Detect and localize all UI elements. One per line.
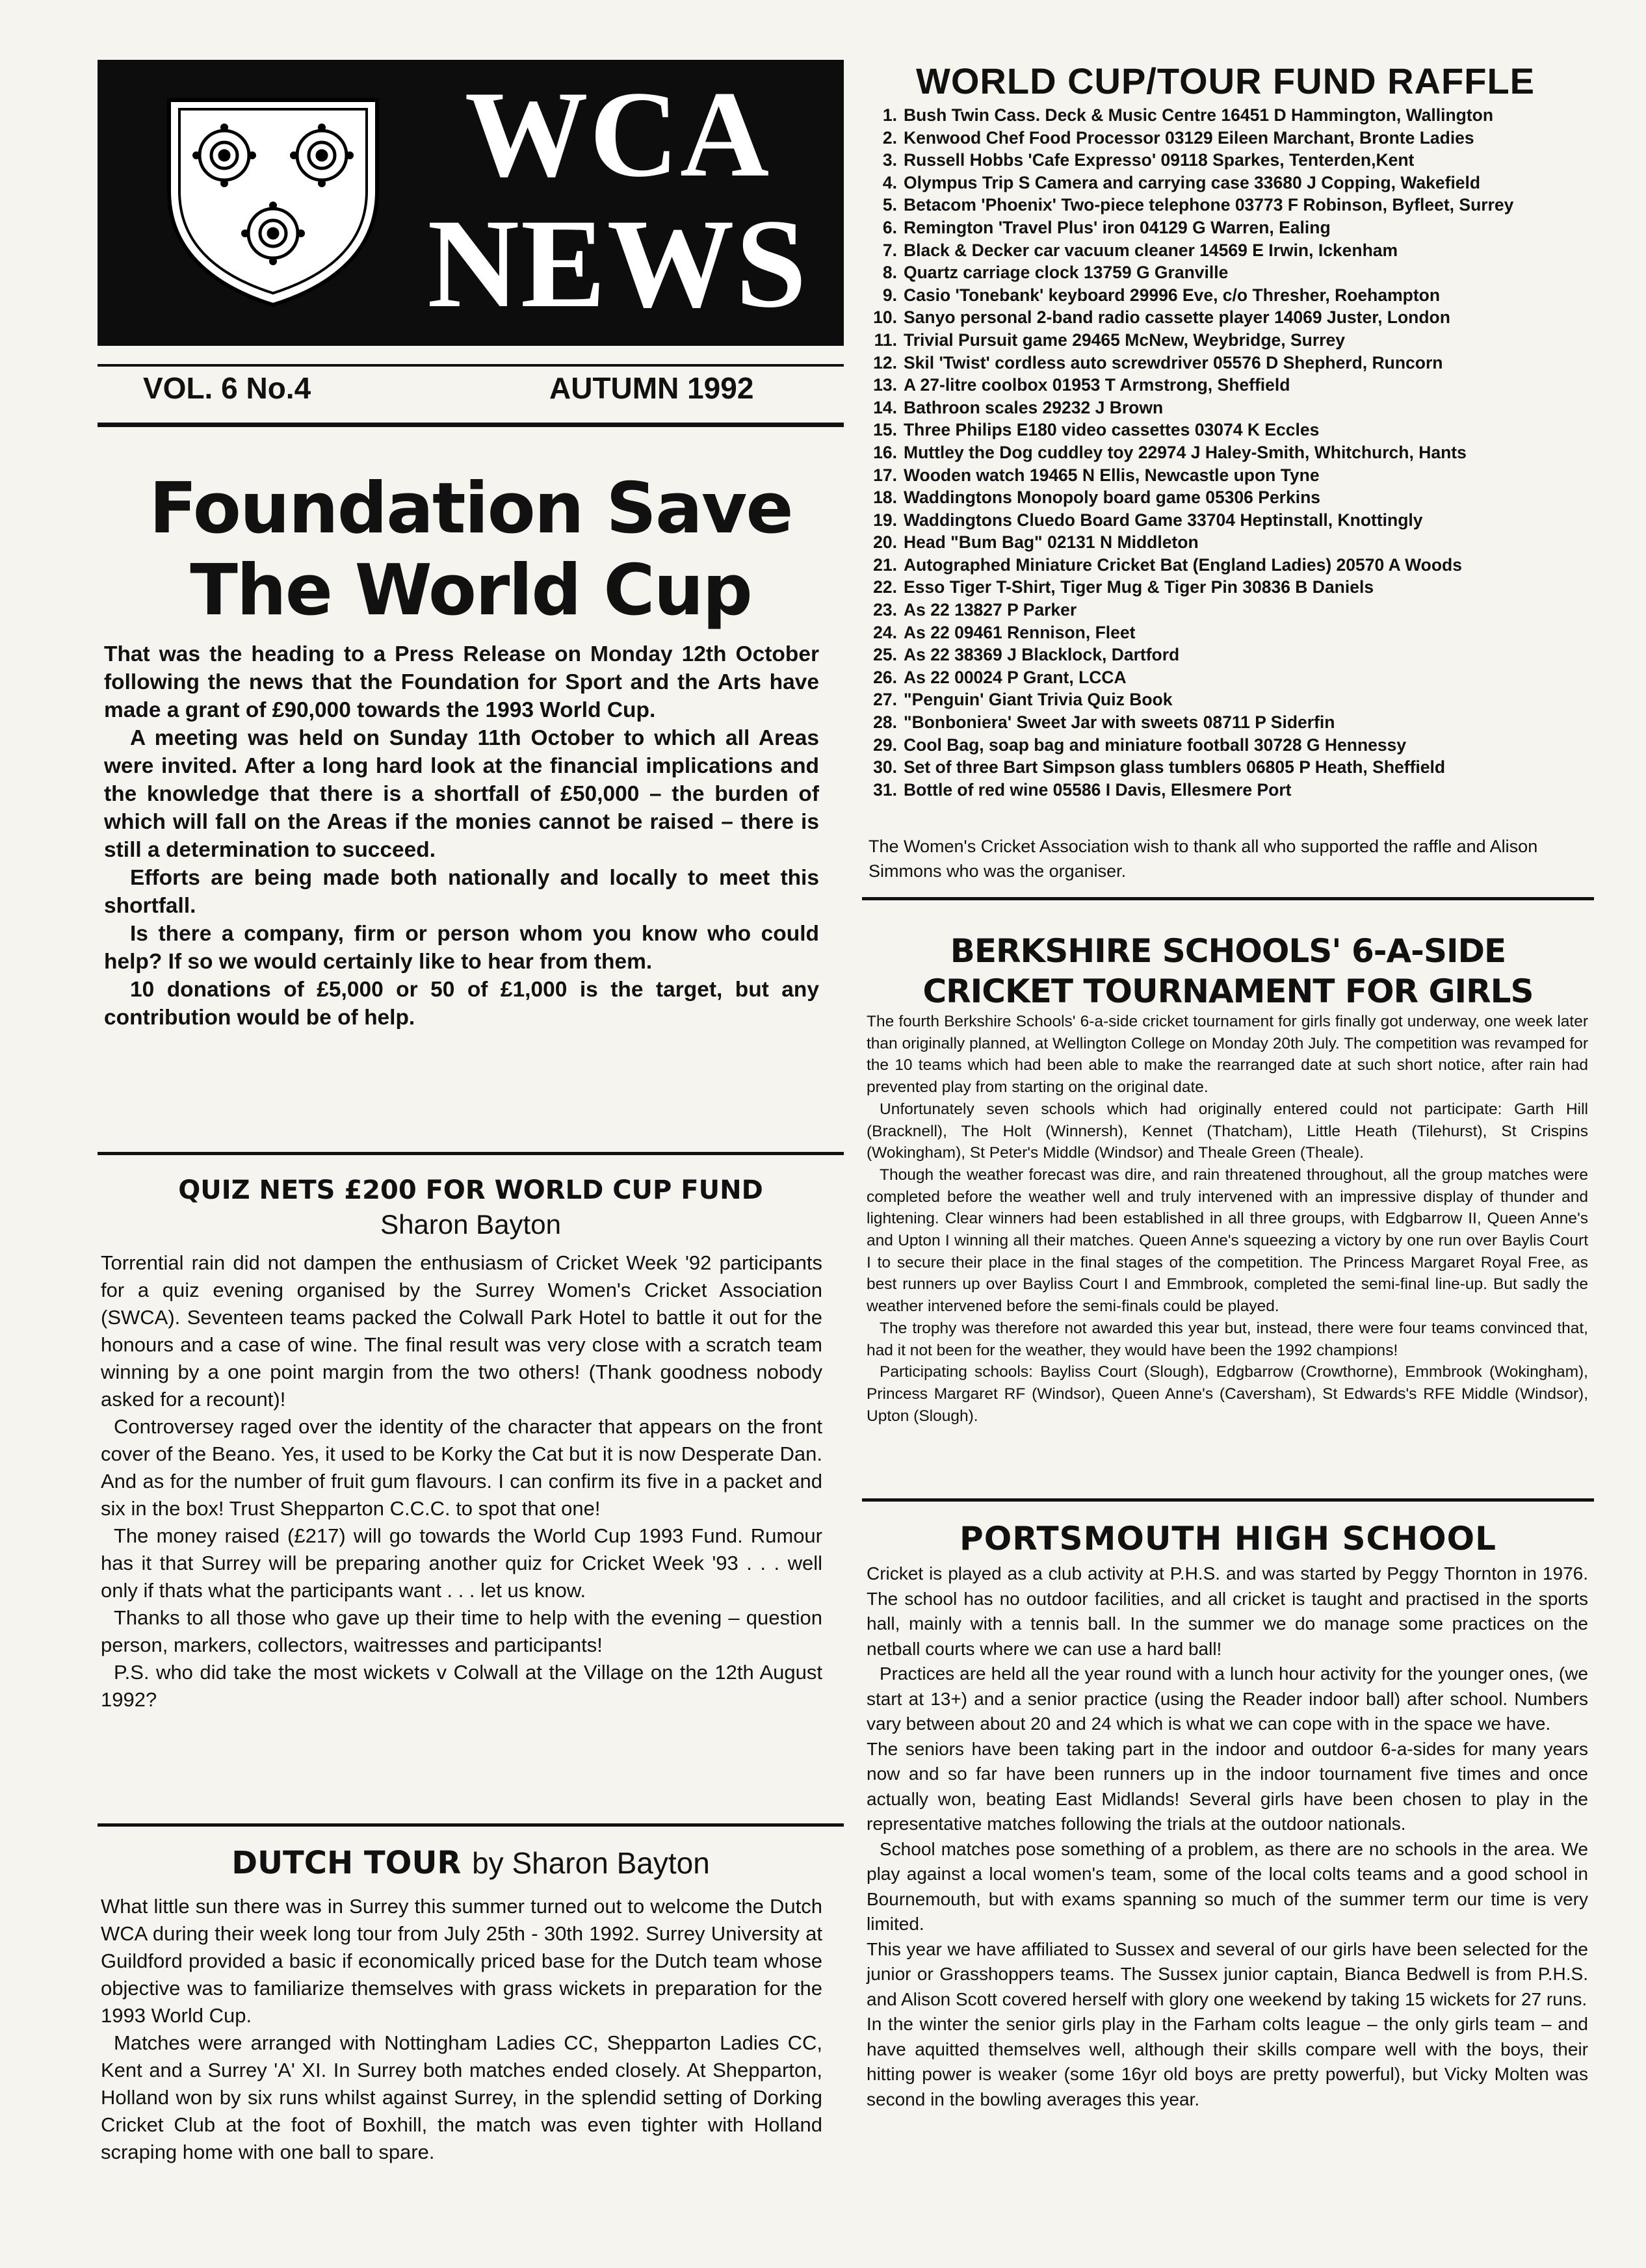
berkshire-paragraph: Unfortunately seven schools which had originally entered could not participate: Garth Hill (Bracknell), The Holt (Winnersh), Kennet (Thatcham), Little Heath (Tilehurst), St Crispins (Wokingham), St Peter's Middle (Windsor) and Theale Green (Theale). bbox=[867, 1100, 1588, 1162]
raffle-item: 1. Bush Twin Cass. Deck & Music Centre 16451 D Hammington, Wallington bbox=[882, 105, 1494, 125]
raffle-item: 28. "Bonboniera' Sweet Jar with sweets 08711 P Siderfin bbox=[873, 712, 1335, 733]
berkshire-title bbox=[862, 931, 1594, 1011]
portsmouth-paragraph: In the winter the senior girls play in the Farham colts league – the only girls team – and have aquitted themselves well, although their skills compare well with the boys, their hitting power is weaker (some 16yr old boys are pretty powerful), but Vicky Molten was second in the bowling averages this year. bbox=[867, 2014, 1588, 2109]
raffle-item: 14. Bathroon scales 29232 J Brown bbox=[873, 397, 1164, 417]
portsmouth-article-body bbox=[867, 1561, 1588, 2112]
raffle-item: 26. As 22 00024 P Grant, LCCA bbox=[873, 667, 1127, 687]
raffle-item: 4. Olympus Trip S Camera and carrying case 33680 J Copping, Wakefield bbox=[882, 172, 1481, 192]
berkshire-paragraph: Though the weather forecast was dire, and rain threatened throughout, all the group matches were completed before the weather well and truly intervened with an impressive display of thunder and lightening. Clear winners had been established in all three groups, with Edgbarrow II, Queen Anne's and Upton I winning all their matches. Queen Anne's squeezing a victory by one run over Baylis Court I to secure their place in the final stages of the competition. The Princess Margaret Royal Free, as best runners up over Bayliss Court I and Emmbrook, completed the semi-final line-up. But sadly the weather intervened before the semi-finals could be played. bbox=[867, 1166, 1588, 1316]
volume-number: VOL. 6 No.4 bbox=[143, 371, 311, 405]
lead-bottom-rule bbox=[98, 1152, 844, 1155]
raffle-item: 19. Waddingtons Cluedo Board Game 33704 Heptinstall, Knottingly bbox=[873, 510, 1423, 530]
berkshire-bottom-rule bbox=[862, 1498, 1594, 1502]
quiz-paragraph: Thanks to all those who gave up their time to help with the evening – question person, markers, collectors, waitresses and participants! bbox=[101, 1606, 822, 1656]
raffle-item: 7. Black & Decker car vacuum cleaner 14569 E Irwin, Ickenham bbox=[882, 240, 1398, 260]
portsmouth-paragraph: Practices are held all the year round with a lunch hour activity for the younger ones, (we start at 13+) and a senior practice (using the Reader indoor ball) after school. Numbers vary between about 20 and 24 which is what we can cope with in the space we have. bbox=[867, 1663, 1588, 1734]
lead-paragraph: Efforts are being made both nationally and locally to meet this shortfall. bbox=[104, 866, 819, 918]
raffle-item: 2. Kenwood Chef Food Processor 03129 Eileen Marchant, Bronte Ladies bbox=[882, 127, 1474, 148]
raffle-item: 30. Set of three Bart Simpson glass tumblers 06805 P Heath, Sheffield bbox=[873, 757, 1446, 777]
raffle-item: 8. Quartz carriage clock 13759 G Granville bbox=[882, 263, 1229, 283]
raffle-item: 22. Esso Tiger T-Shirt, Tiger Mug & Tiger Pin 30836 B Daniels bbox=[873, 577, 1374, 597]
raffle-thanks: The Women's Cricket Association wish to thank all who supported the raffle and Alison Simmons who was the organiser. bbox=[869, 837, 1538, 881]
raffle-item: 27. "Penguin' Giant Trivia Quiz Book bbox=[873, 690, 1173, 710]
raffle-item: 11. Trivial Pursuit game 29465 McNew, Weybridge, Surrey bbox=[874, 330, 1345, 350]
quiz-article-body bbox=[101, 1249, 822, 1714]
issue-row bbox=[98, 351, 844, 423]
berkshire-paragraph: Participating schools: Bayliss Court (Slough), Edgbarrow (Crowthorne), Emmbrook (Wokingham), Princess Margaret RF (Windsor), Queen Anne's (Caversham), St Edwards's RFE Middle (Windsor), Upton (Slough). bbox=[867, 1363, 1588, 1425]
lead-headline-line2: The World Cup bbox=[190, 550, 751, 631]
portsmouth-paragraph: Cricket is played as a club activity at P.H.S. and was started by Peggy Thornton in 1976. The school has no outdoor facilities, and all cricket is taught and practised in the sports hall, mainly with a tennis ball. In the summer we do manage some practices on the netball courts where we can use a hard ball! bbox=[867, 1563, 1588, 1659]
raffle-item: 29. Cool Bag, soap bag and miniature football 30728 G Hennessy bbox=[873, 735, 1407, 755]
raffle-bottom-rule bbox=[862, 897, 1594, 900]
raffle-item: 25. As 22 38369 J Blacklock, Dartford bbox=[873, 645, 1180, 665]
masthead-title bbox=[403, 66, 832, 334]
lead-paragraph: Is there a company, firm or person whom you know who could help? If so we would certainly like to hear from them. bbox=[104, 922, 819, 974]
portsmouth-paragraph: School matches pose something of a problem, as there are no schools in the area. We play against a local women's team, some of the local colts teams and a good school in Bournemouth, but with exams spanning so much of the summer term our time is very limited. bbox=[867, 1838, 1588, 1934]
dutch-title: DUTCH TOUR bbox=[231, 1845, 462, 1881]
berkshire-title-line2: CRICKET TOURNAMENT FOR GIRLS bbox=[922, 972, 1534, 1010]
dutch-title-row bbox=[98, 1845, 844, 1881]
raffle-item: 20. Head "Bum Bag" 02131 N Middleton bbox=[873, 532, 1199, 553]
quiz-title: QUIZ NETS £200 FOR WORLD CUP FUND bbox=[178, 1175, 763, 1205]
raffle-item: 12. Skil 'Twist' cordless auto screwdriver 05576 D Shepherd, Runcorn bbox=[873, 352, 1443, 372]
masthead-bottom-rule bbox=[98, 423, 844, 427]
raffle-item: 5. Betacom 'Phoenix' Two-piece telephone 03773 F Robinson, Byfleet, Surrey bbox=[882, 195, 1514, 215]
raffle-item: 21. Autographed Miniature Cricket Bat (England Ladies) 20570 A Woods bbox=[873, 554, 1462, 575]
raffle-item: 18. Waddingtons Monopoly board game 05306 Perkins bbox=[873, 488, 1321, 508]
lead-paragraph: 10 donations of £5,000 or 50 of £1,000 is the target, but any contribution would be of help. bbox=[104, 978, 819, 1030]
quiz-paragraph: P.S. who did take the most wickets v Colwall at the Village on the 12th August 1992? bbox=[101, 1661, 822, 1711]
lead-article-body bbox=[104, 640, 819, 1032]
raffle-item: 31. Bottle of red wine 05586 I Davis, Ellesmere Port bbox=[873, 779, 1292, 800]
lead-headline-line1: Foundation Save bbox=[149, 468, 792, 549]
quiz-paragraph: The money raised (£217) will go towards the World Cup 1993 Fund. Rumour has it that Surrey will be preparing another quiz for Cricket Week '93 . . . well only if thats what the participants want . . . let us know. bbox=[101, 1524, 822, 1602]
lead-paragraph: That was the heading to a Press Release on Monday 12th October following the news that the Foundation for Sport and the Arts have made a grant of £90,000 towards the 1993 World Cup. bbox=[104, 642, 819, 722]
masthead bbox=[98, 60, 844, 346]
quiz-bottom-rule bbox=[98, 1823, 844, 1827]
raffle-item: 16. Muttley the Dog cuddley toy 22974 J Haley-Smith, Whitchurch, Hants bbox=[873, 442, 1467, 462]
raffle-item: 15. Three Philips E180 video cassettes 03074 K Eccles bbox=[873, 420, 1320, 440]
raffle-title: WORLD CUP/TOUR FUND RAFFLE bbox=[916, 60, 1535, 101]
quiz-byline: Sharon Bayton bbox=[380, 1209, 561, 1240]
quiz-paragraph: Torrential rain did not dampen the enthusiasm of Cricket Week '92 participants for a quiz evening organised by the Surrey Women's Cricket Association (SWCA). Seventeen teams packed the Colwall Park Hotel to battle it out for the honours and a case of wine. The final result was very close with a scratch team winning by a one point margin from the two others! (Thank goodness nobody asked for a recount)! bbox=[101, 1251, 822, 1411]
raffle-list bbox=[865, 104, 1599, 801]
shield-roses-icon bbox=[163, 94, 384, 308]
berkshire-paragraph: The fourth Berkshire Schools' 6-a-side cricket tournament for girls finally got underway, one week later than originally planned, at Wellington College on Monday 20th July. The competition was revamped for the 10 teams which had been able to make the rearranged date at such short notice, after rain had prevented play from starting on the original date. bbox=[867, 1013, 1588, 1097]
quiz-paragraph: Controversey raged over the identity of the character that appears on the front cover of the Beano. Yes, it used to be Korky the Cat but it is now Desperate Dan. And as for the number of fruit gum flavours. I can confirm its five in a packet and six in the box! Trust Shepparton C.C.C. to spot that one! bbox=[101, 1415, 822, 1520]
dutch-paragraph: Matches were arranged with Nottingham Ladies CC, Shepparton Ladies CC, Kent and a Surrey 'A' XI. In Surrey both matches ended closely. At Shepparton, Holland won by six runs whilst against Surrey, in the splendid setting of Dorking Cricket Club at the foot of Boxhill, the match was even tighter with Holland scraping home with one ball to spare. bbox=[101, 2031, 822, 2163]
raffle-item: 24. As 22 09461 Rennison, Fleet bbox=[873, 622, 1136, 642]
masthead-title-line1: WCA bbox=[464, 66, 771, 203]
lead-paragraph: A meeting was held on Sunday 11th October to which all Areas were invited. After a long hard look at the financial implications and the knowledge that there is a shortfall of £50,000 – the burden of which will fall on the Areas if the monies cannot be raised – there is still a determination to succeed. bbox=[104, 726, 819, 862]
portsmouth-paragraph: The seniors have been taking part in the indoor and outdoor 6-a-sides for many years now and so far have been runners up in the indoor tournament five times and once actually won, beating East Midlands! Several girls have been chosen to play in the representative matches following the trials at the outdoor nationals. bbox=[867, 1738, 1588, 1834]
portsmouth-paragraph: This year we have affiliated to Sussex and several of our girls have been selected for the junior or Grasshoppers teams. The Sussex junior captain, Bianca Bedwell is from P.H.S. and Alison Scott covered herself with glory one weekend by taking 15 wickets for 27 runs. bbox=[867, 1938, 1588, 2009]
issue-season: AUTUMN 1992 bbox=[549, 371, 754, 405]
berkshire-title-line1: BERKSHIRE SCHOOLS' 6-A-SIDE bbox=[950, 932, 1506, 970]
dutch-paragraph: What little sun there was in Surrey this summer turned out to welcome the Dutch WCA during their week long tour from July 25th - 30th 1992. Surrey University at Guildford provided a basic if economically priced base for the Dutch team whose objective was to familiarize themselves with grass wickets in preparation for the 1993 World Cup. bbox=[101, 1895, 822, 2027]
berkshire-article-body bbox=[867, 1011, 1588, 1427]
raffle-item: 9. Casio 'Tonebank' keyboard 29996 Eve, c/o Thresher, Roehampton bbox=[882, 285, 1441, 305]
masthead-title-line2: NEWS bbox=[427, 193, 808, 334]
raffle-item: 17. Wooden watch 19465 N Ellis, Newcastle upon Tyne bbox=[873, 465, 1320, 485]
raffle-item: 13. A 27-litre coolbox 01953 T Armstrong, Sheffield bbox=[873, 375, 1290, 395]
berkshire-paragraph: The trophy was therefore not awarded this year but, instead, there were four teams convinced that, had it not been for the weather, they would have been the 1992 champions! bbox=[867, 1319, 1588, 1359]
portsmouth-title: PORTSMOUTH HIGH SCHOOL bbox=[960, 1520, 1496, 1558]
raffle-item: 23. As 22 13827 P Parker bbox=[873, 600, 1077, 620]
raffle-item: 6. Remington 'Travel Plus' iron 04129 G Warren, Ealing bbox=[882, 217, 1331, 237]
raffle-item: 10. Sanyo personal 2-band radio cassette player 14069 Juster, London bbox=[873, 307, 1450, 328]
raffle-item: 3. Russell Hobbs 'Cafe Expresso' 09118 Sparkes, Tenterden,Kent bbox=[882, 150, 1415, 170]
lead-headline bbox=[98, 468, 844, 632]
dutch-article-body bbox=[101, 1893, 822, 2166]
dutch-byline: by Sharon Bayton bbox=[472, 1846, 710, 1880]
